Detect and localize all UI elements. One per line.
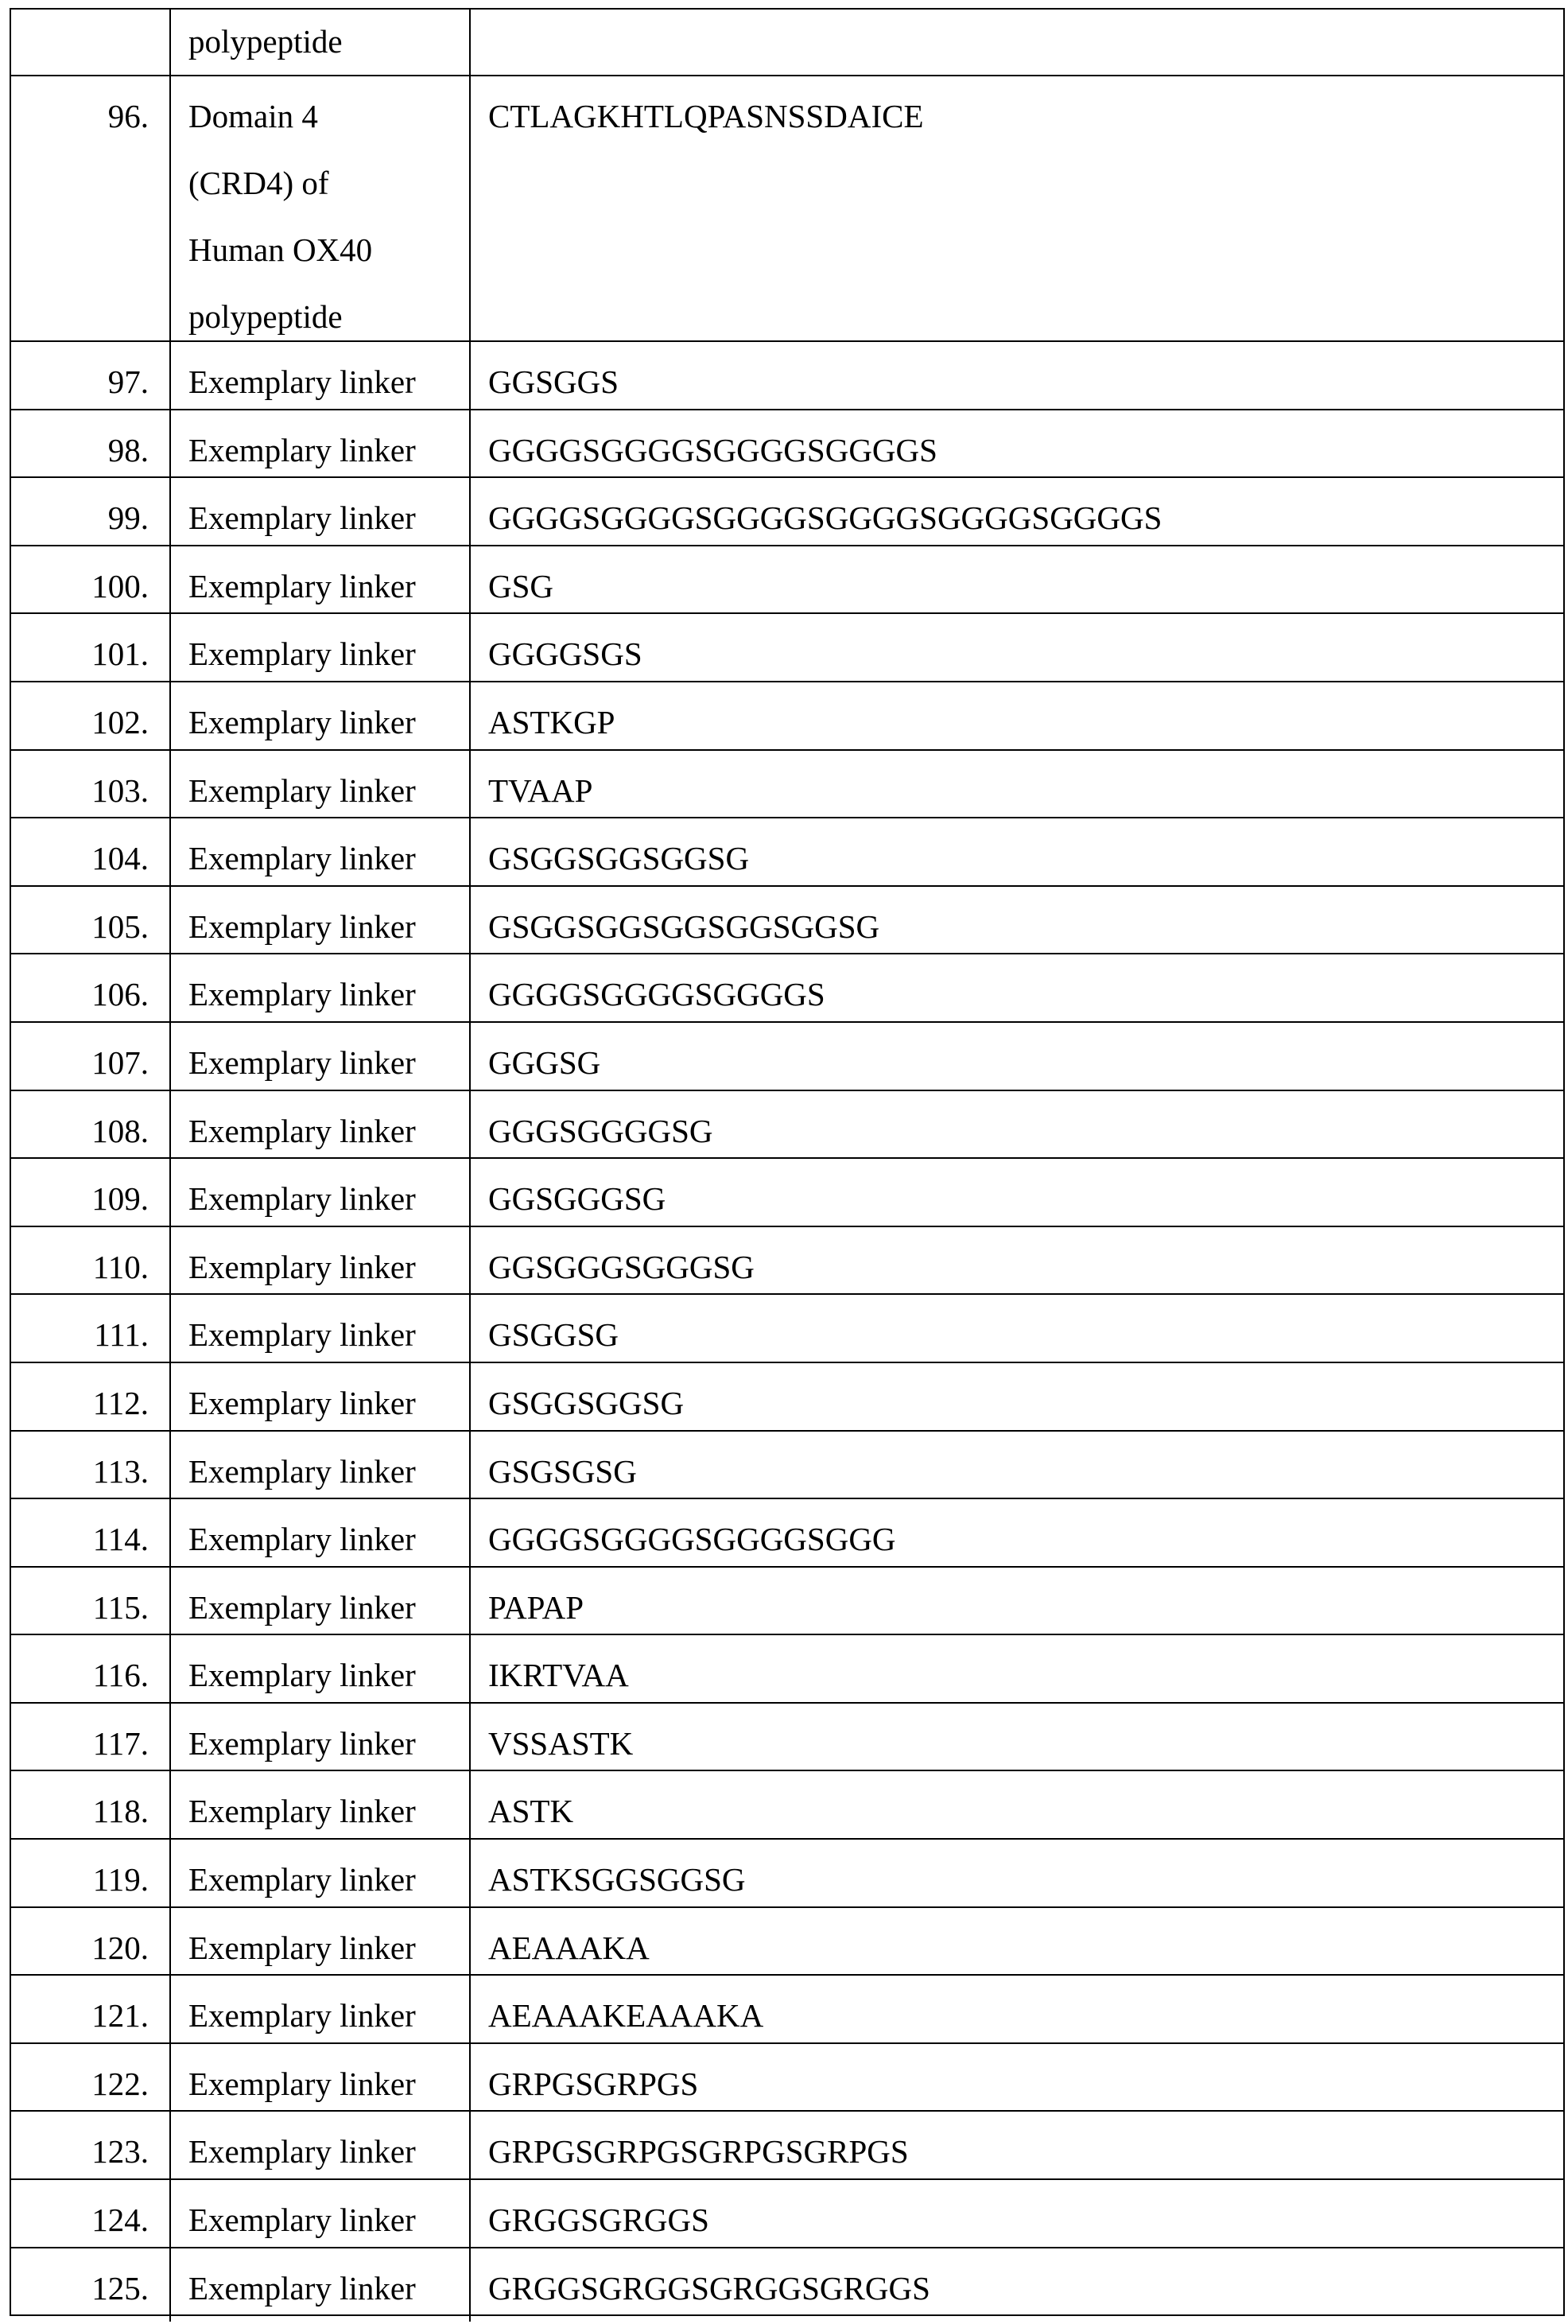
sequence-description: polypeptide xyxy=(171,10,471,75)
sequence-value: GSGGSGGSGGSGGSGGSG xyxy=(471,887,1563,960)
table-row xyxy=(11,2112,1563,2180)
sequence-value: GSGSGSG xyxy=(471,1432,1563,1505)
sequence-description: Exemplary linker xyxy=(171,1227,471,1300)
table-row xyxy=(11,2248,1563,2317)
sequence-description: Exemplary linker xyxy=(171,818,471,892)
sequence-value: ASTKSGGSGGSG xyxy=(471,1840,1563,1913)
sequence-value: GRPGSGRPGSGRPGSGRPGS xyxy=(471,2112,1563,2185)
seq-id-number: 116. xyxy=(11,1635,171,1708)
seq-id-number: 118. xyxy=(11,1771,171,1844)
seq-id-number: 99. xyxy=(11,478,171,551)
seq-id-number: 109. xyxy=(11,1159,171,1232)
sequence-value: GGGGSGS xyxy=(471,614,1563,687)
seq-id-number: 107. xyxy=(11,1023,171,1096)
seq-id-number: 113. xyxy=(11,1432,171,1505)
table-row xyxy=(11,76,1563,342)
sequence-description: Exemplary linker xyxy=(171,2112,471,2185)
sequence-description: Exemplary linker xyxy=(171,2248,471,2322)
sequence-value: TVAAP xyxy=(471,751,1563,824)
table-row xyxy=(11,1908,1563,1976)
sequence-description: Exemplary linker xyxy=(171,478,471,551)
table-row xyxy=(11,751,1563,819)
sequence-description: Exemplary linker xyxy=(171,546,471,620)
seq-id-number: 123. xyxy=(11,2112,171,2185)
table-row xyxy=(11,1091,1563,1160)
sequence-description: Exemplary linker xyxy=(171,614,471,687)
sequence-table xyxy=(10,8,1565,2316)
sequence-description: Exemplary linker xyxy=(171,751,471,824)
table-row xyxy=(11,2044,1563,2112)
seq-id-number: 121. xyxy=(11,1976,171,2049)
description-line: (CRD4) of xyxy=(188,150,469,216)
table-row xyxy=(11,1976,1563,2044)
seq-id-number: 125. xyxy=(11,2248,171,2322)
seq-id-number: 100. xyxy=(11,546,171,620)
sequence-value: GRGGSGRGGSGRGGSGRGGS xyxy=(471,2248,1563,2322)
table-row xyxy=(11,1840,1563,1908)
seq-id-number xyxy=(11,10,171,75)
seq-id-number: 117. xyxy=(11,1704,171,1777)
table-row xyxy=(11,818,1563,887)
sequence-description: Exemplary linker xyxy=(171,1091,471,1164)
sequence-value: GGGGSGGGGSGGGGSGGGGS xyxy=(471,410,1563,484)
sequence-value: GGGGSGGGGSGGGGSGGG xyxy=(471,1499,1563,1572)
table-row xyxy=(11,1635,1563,1704)
sequence-description: Exemplary linker xyxy=(171,1568,471,1641)
table-row xyxy=(11,410,1563,479)
table-row xyxy=(11,1295,1563,1363)
sequence-value: GGGSGGGGSG xyxy=(471,1091,1563,1164)
table-row xyxy=(11,546,1563,615)
sequence-description: Exemplary linker xyxy=(171,1363,471,1436)
seq-id-number: 101. xyxy=(11,614,171,687)
table-row xyxy=(11,1499,1563,1568)
table-row xyxy=(11,1023,1563,1091)
table-row xyxy=(11,1227,1563,1296)
sequence-value: GRGGSGRGGS xyxy=(471,2180,1563,2253)
sequence-value: ASTK xyxy=(471,1771,1563,1844)
seq-id-number: 110. xyxy=(11,1227,171,1300)
sequence-value: GRPGSGRPGS xyxy=(471,2044,1563,2117)
seq-id-number: 111. xyxy=(11,1295,171,1368)
sequence-description: Exemplary linker xyxy=(171,1771,471,1844)
sequence-description: Exemplary linker xyxy=(171,1499,471,1572)
seq-id-number: 112. xyxy=(11,1363,171,1436)
table-row xyxy=(11,1771,1563,1840)
sequence-value: AEAAAKEAAAKA xyxy=(471,1976,1563,2049)
table-row xyxy=(11,2180,1563,2248)
seq-id-number: 104. xyxy=(11,818,171,892)
seq-id-number: 122. xyxy=(11,2044,171,2117)
sequence-value: CTLAGKHTLQPASNSSDAICE xyxy=(471,76,1563,350)
sequence-value: IKRTVAA xyxy=(471,1635,1563,1708)
sequence-value: GSGGSG xyxy=(471,1295,1563,1368)
sequence-description: Exemplary linker xyxy=(171,1023,471,1096)
sequence-description: Exemplary linker xyxy=(171,887,471,960)
table-row xyxy=(11,887,1563,955)
sequence-value: GSG xyxy=(471,546,1563,620)
sequence-description: Exemplary linker xyxy=(171,1840,471,1913)
sequence-value: PAPAP xyxy=(471,1568,1563,1641)
sequence-description: Exemplary linker xyxy=(171,342,471,415)
seq-id-number: 124. xyxy=(11,2180,171,2253)
sequence-value xyxy=(471,10,1563,75)
table-row xyxy=(11,1704,1563,1772)
sequence-value: GGGGSGGGGSGGGGS xyxy=(471,954,1563,1028)
sequence-value: GGSGGGSGGGSG xyxy=(471,1227,1563,1300)
table-row xyxy=(11,342,1563,410)
table-row xyxy=(11,478,1563,546)
table-row xyxy=(11,682,1563,751)
sequence-description: Exemplary linker xyxy=(171,1704,471,1777)
seq-id-number: 106. xyxy=(11,954,171,1028)
sequence-value: GGGGSGGGGSGGGGSGGGGSGGGGSGGGGS xyxy=(471,478,1563,551)
table-row xyxy=(11,1432,1563,1500)
sequence-description: Exemplary linker xyxy=(171,1159,471,1232)
sequence-description: Exemplary linker xyxy=(171,1295,471,1368)
sequence-value: AEAAAKA xyxy=(471,1908,1563,1981)
description-line: polypeptide xyxy=(188,283,469,350)
table-row xyxy=(11,1159,1563,1227)
table-row xyxy=(11,1363,1563,1432)
seq-id-number: 119. xyxy=(11,1840,171,1913)
table-row xyxy=(11,1568,1563,1636)
seq-id-number: 103. xyxy=(11,751,171,824)
sequence-description: Exemplary linker xyxy=(171,1432,471,1505)
seq-id-number: 120. xyxy=(11,1908,171,1981)
seq-id-number: 115. xyxy=(11,1568,171,1641)
sequence-description: Exemplary linker xyxy=(171,2044,471,2117)
table-row xyxy=(11,10,1563,76)
seq-id-number: 102. xyxy=(11,682,171,756)
table-row xyxy=(11,614,1563,682)
sequence-value: GSGGSGGSGGSG xyxy=(471,818,1563,892)
sequence-description: Exemplary linker xyxy=(171,1635,471,1708)
sequence-value: GGSGGS xyxy=(471,342,1563,415)
sequence-value: GSGGSGGSG xyxy=(471,1363,1563,1436)
sequence-description: Exemplary linker xyxy=(171,2180,471,2253)
seq-id-number: 97. xyxy=(11,342,171,415)
table-row xyxy=(11,954,1563,1023)
sequence-value: GGGSG xyxy=(471,1023,1563,1096)
sequence-description: Exemplary linker xyxy=(171,682,471,756)
seq-id-number: 114. xyxy=(11,1499,171,1572)
sequence-description: Exemplary linker xyxy=(171,1908,471,1981)
sequence-description: Exemplary linker xyxy=(171,410,471,484)
seq-id-number: 98. xyxy=(11,410,171,484)
sequence-value: GGSGGGSG xyxy=(471,1159,1563,1232)
sequence-description xyxy=(171,76,471,350)
sequence-description: Exemplary linker xyxy=(171,954,471,1028)
seq-id-number: 105. xyxy=(11,887,171,960)
description-line: Domain 4 xyxy=(188,83,469,150)
sequence-description: Exemplary linker xyxy=(171,1976,471,2049)
seq-id-number: 96. xyxy=(11,76,171,350)
seq-id-number: 108. xyxy=(11,1091,171,1164)
sequence-value: VSSASTK xyxy=(471,1704,1563,1777)
description-line: Human OX40 xyxy=(188,216,469,283)
sequence-value: ASTKGP xyxy=(471,682,1563,756)
